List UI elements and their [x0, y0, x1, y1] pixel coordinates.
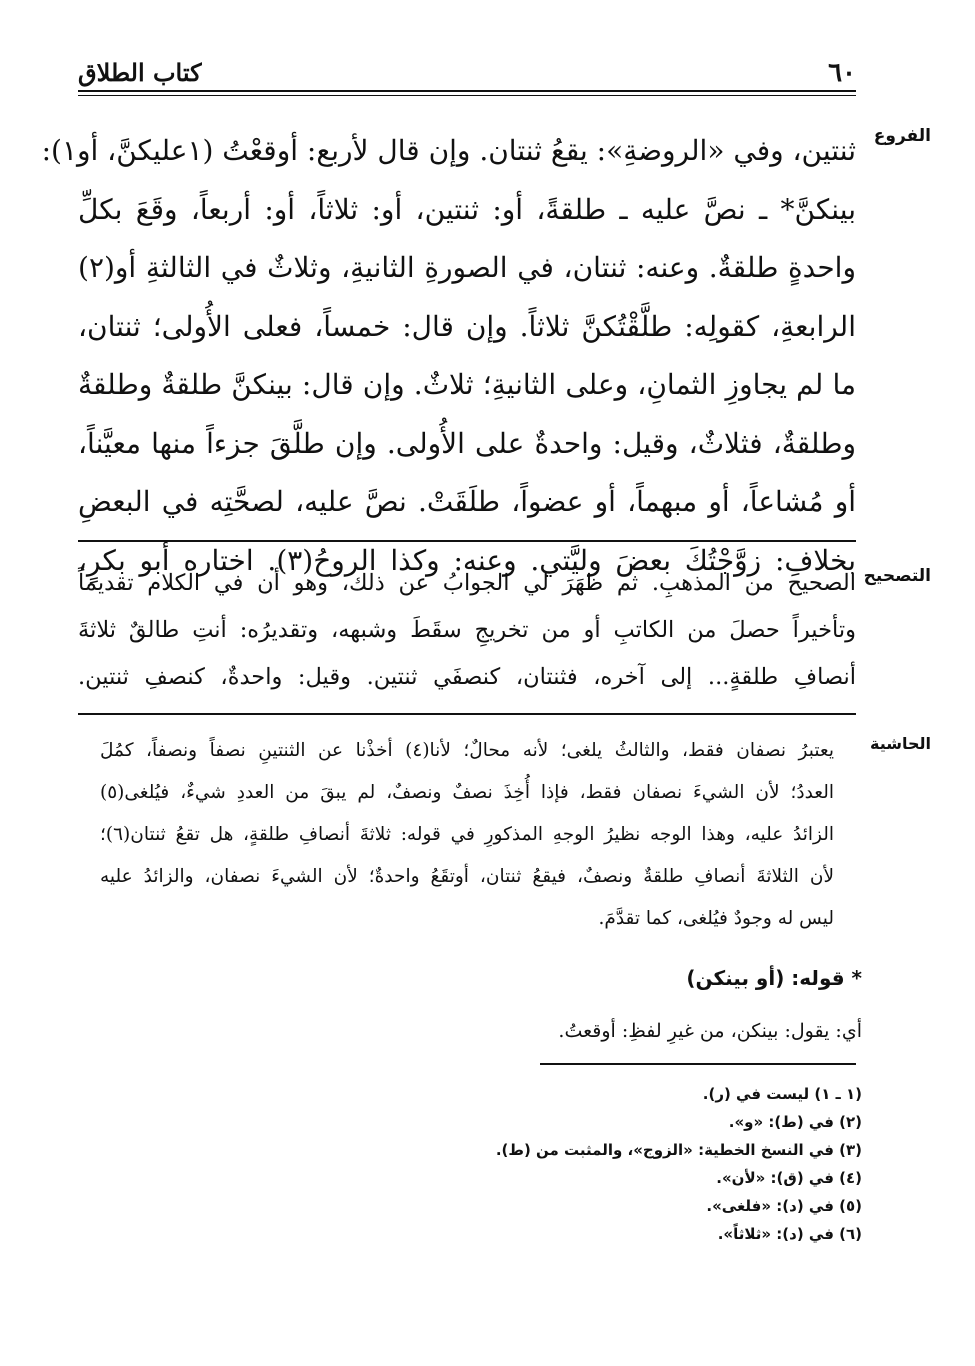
text-line: يعتبرُ نصفان فقط، والثالثُ يلغى؛ لأنه محالٌ؛ لأنا(٤) أخذْنا عن الثنتينِ نصفاً ونصفاً، كمُلَ — [100, 740, 834, 761]
text-line: بينكنَّ* ـ نصَّ عليه ـ طلقةً، أو: ثنتين، أو: ثلاثاً، أو: أربعاً، وقَعَ بكلِّ — [78, 192, 856, 226]
text-line: لأن الثلاثةَ أنصافِ طلقةٌ ونصفٌ، فيقعُ ثنتان، أوتقَعُ واحدةٌ؛ لأن الشيءَ نصفان، والزائدُ عليه — [100, 866, 834, 887]
footnote: (٥) في (د): «فلغى». — [706, 1197, 862, 1215]
text-line: ثنتين، وفي «الروضةِ»: يقعُ ثنتان. وإن قال لأربع: أوقعْتُ (١عليكنَّ، أو١): — [41, 134, 856, 167]
text-line: وتأخيراً حصلَ من الكاتبِ أو من تخريجِ سقَطَ وشبهه، وتقديرُه: أنتِ طالقٌ ثلاثةَ — [78, 617, 856, 643]
text-line: العددُ؛ لأن الشيءَ نصفان فقط، فإذا أُخِذَ نصفٌ ونصفٌ، لم يبقَ من العددِ شيءٌ، فيُلغى(٥) — [100, 782, 834, 803]
section-label-hashia: الحاشية — [870, 734, 931, 753]
text-line: بخلافِ: زوَّجْتُكَ بعضَ وليَّتي. وعنه: وكذا الروحُ(٣). اختاره أبو بكرٍ، — [78, 543, 856, 577]
text-line: ليس له وجودٌ فيُلغى، كما تقدَّمَ. — [598, 908, 834, 929]
tashih-text — [78, 560, 856, 701]
footnote: (٢) في (ط): «و». — [728, 1113, 862, 1131]
running-title: كتاب الطلاق — [78, 58, 202, 87]
main-text-furu — [41, 122, 856, 590]
text-line: ما لم يجاوزِ الثمانِ، وعلى الثانيةِ؛ ثلاثٌ. وإن قال: بينكنَّ طلقةٌ وطلقةٌ — [78, 368, 856, 401]
footnote: (٦) في (د): «ثلاثاً». — [717, 1225, 862, 1243]
footnote: (٤) في (ق): «لأن». — [716, 1169, 862, 1187]
hashia-text — [100, 730, 834, 940]
footnote: (١ ـ ١) ليست في (ر). — [702, 1085, 862, 1103]
text-line: واحدةٍ طلقةٌ. وعنه: ثنتان، في الصورةِ الثانيةِ، وثلاثٌ في الثالثةِ أو(٢) — [78, 251, 856, 284]
footnote: (٣) في النسخ الخطية: «الزوج»، والمثبت من (ط). — [495, 1141, 862, 1159]
qawl-text: أي: يقول: بينكن، من غيرِ لفظِ: أوقعتُ. — [558, 1020, 862, 1042]
text-line: الصحيح من المذهبِ. ثم ظهَرَ لي الجوابُ عن ذلك، وهو أن في الكلام تقديماً — [78, 570, 856, 596]
section-label-tashih: التصحيح — [863, 566, 931, 586]
section-label-furu: الفروع — [873, 126, 931, 146]
text-line: أو مُشاعاً، أو مبهماً، أو عضواً، طلَقَتْ. نصَّ عليه، لصحَّتِه في البعضِ — [78, 485, 856, 518]
footnote-divider — [540, 1063, 856, 1065]
qawl-heading: * قوله: (أو بينكن) — [686, 966, 862, 990]
text-line: الزائدُ عليه، وهذا الوجه نظيرُ الوجهِ المذكورِ في قوله: ثلاثةَ أنصافِ طلقةٍ، هل تقعُ ثنتان(٦)؛ — [100, 824, 834, 845]
header-rule-thin — [78, 95, 856, 96]
footnotes — [442, 1080, 862, 1248]
text-line: أنصافِ طلقةٍ... إلى آخره، فثنتان، كنصفَي ثنتين. وقيل: واحدةٌ، كنصفِ ثنتين. — [78, 664, 856, 690]
page-number: ٦٠ — [828, 58, 856, 88]
section-divider — [78, 713, 856, 715]
section-divider — [78, 540, 856, 542]
text-line: وطلقةٌ، فثلاثٌ، وقيل: واحدةٌ على الأُولى. وإن طلَّقَ جزءاً منها معيَّناً، — [78, 426, 856, 460]
header-rule — [78, 90, 856, 92]
text-line: الرابعةِ، كقولِه: طلَّقْتُكنَّ ثلاثاً. وإن قال: خمساً، فعلى الأُولى؛ ثنتان، — [78, 309, 856, 343]
page-header — [78, 58, 856, 92]
